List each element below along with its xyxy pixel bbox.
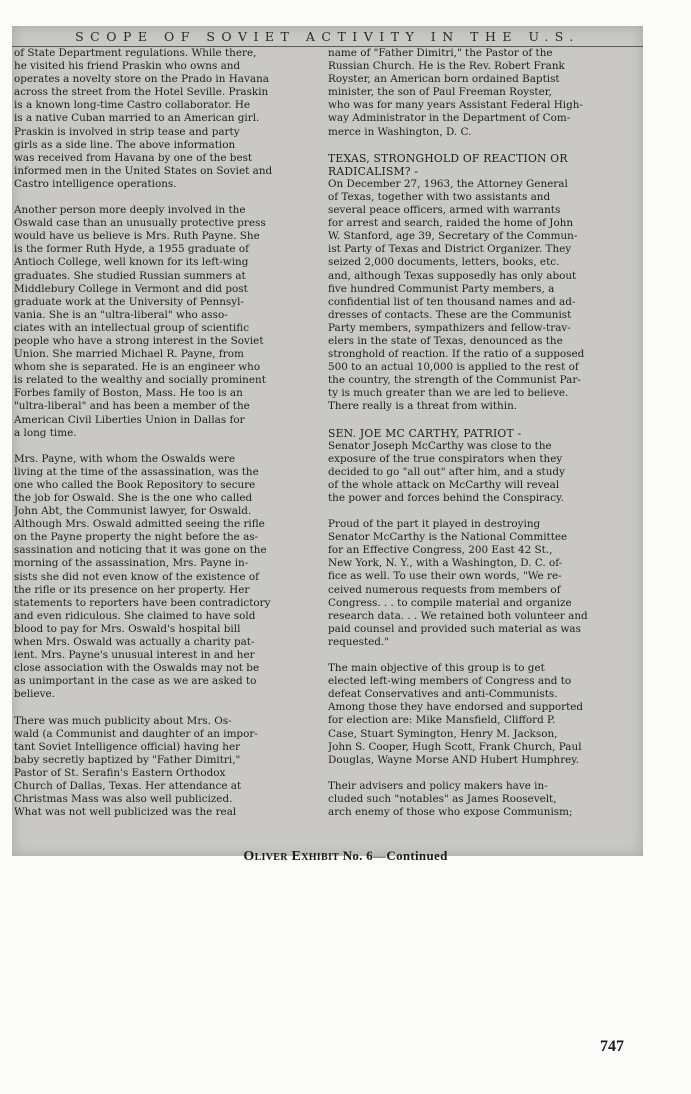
section-heading [328, 152, 630, 178]
text-line: New York, N. Y., with a Washington, D. C. of- [328, 557, 563, 570]
text-line: for arrest and search, raided the home of John [328, 217, 574, 230]
text-line: Pastor of St. Serafin's Eastern Orthodox [14, 766, 226, 779]
text-line: name of "Father Dimitri," the Pastor of the [328, 47, 553, 59]
text-line: a long time. [14, 426, 77, 439]
text-line: Douglas, Wayne Morse AND Hubert Humphrey. [328, 753, 580, 766]
text-line: of Texas, together with two assistants and [328, 190, 551, 203]
paragraph [328, 47, 630, 139]
text-line: was received from Havana by one of the best [14, 151, 253, 164]
page-number: 747 [600, 1038, 624, 1055]
text-line: seized 2,000 documents, letters, books, etc. [328, 256, 560, 269]
exhibit-number: No. 6—Continued [342, 848, 448, 863]
text-line: ist Party of Texas and District Organizer. They [328, 243, 572, 256]
text-line: who was for many years Assistant Federal High- [328, 99, 583, 112]
text-line: Middlebury College in Vermont and did post [14, 282, 248, 295]
text-line: Among those they have endorsed and supported [328, 701, 584, 714]
text-line: minister, the son of Paul Freeman Royster, [328, 86, 552, 99]
text-line: ceived numerous requests from members of [328, 583, 561, 596]
text-line: one who called the Book Repository to secure [14, 478, 256, 491]
text-line: baby secretly baptized by "Father Dimitri," [14, 753, 241, 766]
text-line: living at the time of the assassination, was the [14, 465, 259, 478]
text-line: John S. Cooper, Hugh Scott, Frank Church, Paul [328, 740, 582, 753]
text-line: as unimportant in the case as we are asked to [14, 675, 257, 688]
text-line: is a known long-time Castro collaborator. He [14, 99, 251, 112]
scanned-exhibit [12, 26, 643, 856]
text-line: informed men in the United States on Soviet and [14, 164, 273, 177]
paragraph [14, 453, 316, 702]
text-line: Party members, sympathizers and fellow-trav- [328, 321, 571, 334]
text-line: for election are: Mike Mansfield, Clifford P. [328, 714, 556, 727]
text-line: Oswald case than an unusually protective press [14, 217, 266, 230]
text-line: graduate work at the University of Pennsyl- [14, 295, 244, 308]
text-line: paid counsel and provided such material as was [328, 622, 581, 635]
text-line: across the street from the Hotel Seville. Praskin [14, 86, 269, 99]
paragraph [328, 518, 630, 649]
text-line: whom she is separated. He is an engineer who [14, 361, 261, 374]
text-line: for an Effective Congress, 200 East 42 St., [328, 544, 553, 557]
text-line: Mrs. Payne, with whom the Oswalds were [14, 452, 235, 465]
text-line: blood to pay for Mrs. Oswald's hospital bill [14, 622, 241, 635]
text-line: stronghold of reaction. If the ratio of a supposed [328, 348, 585, 361]
text-line: the power and forces behind the Conspiracy. [328, 492, 564, 504]
text-line: and, although Texas supposedly has only about [328, 269, 577, 282]
text-line: way Administrator in the Department of Com- [328, 112, 571, 125]
text-line: Antioch College, well known for its left-wing [14, 256, 249, 269]
text-line: is the former Ruth Hyde, a 1955 graduate of [14, 243, 249, 256]
text-line: defeat Conservatives and anti-Communists. [328, 688, 558, 701]
text-line: Congress. . . to compile material and organize [328, 596, 572, 609]
text-line: Forbes family of Boston, Mass. He too is an [14, 387, 243, 400]
text-line: girls as a side line. The above information [14, 138, 236, 151]
text-line: when Mrs. Oswald was actually a charity pat- [14, 636, 255, 649]
text-line: tant Soviet Intelligence official) having her [14, 740, 241, 753]
text-line: There really is a threat from within. [328, 400, 518, 413]
text-line: operates a novelty store on the Prado in Havana [14, 73, 269, 86]
text-line: Case, Stuart Symington, Henry M. Jackson, [328, 727, 558, 740]
text-line: exposure of the true conspirators when they [328, 452, 563, 465]
text-line: the job for Oswald. She is the one who called [14, 492, 253, 504]
text-line: The main objective of this group is to get [328, 662, 545, 675]
paragraph [328, 178, 630, 414]
paragraph [14, 47, 316, 191]
text-line: John Abt, the Communist lawyer, for Oswald. [14, 505, 252, 518]
left-column [14, 47, 316, 832]
text-line: of State Department regulations. While there, [14, 47, 257, 59]
text-line: Christmas Mass was also well publicized. [14, 793, 233, 806]
text-line: close association with the Oswalds may not be [14, 662, 260, 675]
text-line: merce in Washington, D. C. [328, 125, 472, 138]
text-line: Church of Dallas, Texas. Her attendance at [14, 779, 242, 792]
text-line: morning of the assassination, Mrs. Payne in- [14, 557, 249, 570]
section-heading-line: RADICALISM? - [328, 164, 419, 178]
text-line: Russian Church. He is the Rev. Robert Frank [328, 60, 565, 73]
text-line: elers in the state of Texas, denounced as the [328, 334, 563, 347]
text-line: of the whole attack on McCarthy will reveal [328, 478, 560, 491]
text-line: ient. Mrs. Payne's unusual interest in and her [14, 649, 255, 662]
text-line: confidential list of ten thousand names and ad- [328, 295, 576, 308]
text-line: "ultra-liberal" and has been a member of the [14, 400, 250, 413]
section-heading-text: SEN. JOE MC CARTHY, PATRIOT - [328, 426, 522, 440]
text-line: five hundred Communist Party members, a [328, 282, 555, 295]
text-line: Senator McCarthy is the National Committee [328, 531, 568, 544]
text-line: the country, the strength of the Communist Par- [328, 374, 581, 387]
text-line: statements to reporters have been contradictory [14, 596, 271, 609]
exhibit-label: Oliver Exhibit [243, 849, 340, 864]
text-line: W. Stanford, age 39, Secretary of the Commun- [328, 230, 578, 243]
text-line: research data. . . We retained both volunteer and [328, 609, 588, 622]
text-line: is related to the wealthy and socially prominent [14, 374, 266, 387]
text-line: Praskin is involved in strip tease and party [14, 125, 240, 138]
text-line: and even ridiculous. She claimed to have sold [14, 609, 256, 622]
text-line: graduates. She studied Russian summers at [14, 269, 246, 282]
right-column [328, 47, 630, 832]
text-line: decided to go "all out" after him, and a study [328, 465, 565, 478]
text-line: American Civil Liberties Union in Dallas for [14, 413, 245, 426]
text-line: vania. She is an "ultra-liberal" who asso- [14, 308, 228, 321]
text-line: 500 to an actual 10,000 is applied to the rest of [328, 361, 579, 374]
text-line: fice as well. To use their own words, "We re- [328, 570, 562, 583]
text-line: What was not well publicized was the real [14, 806, 237, 819]
paragraph [14, 204, 316, 440]
paragraph [328, 662, 630, 767]
text-line: arch enemy of those who expose Communism; [328, 805, 573, 818]
text-line: is a native Cuban married to an American girl. [14, 112, 260, 125]
text-line: sassination and noticing that it was gone on the [14, 544, 267, 557]
text-line: Their advisers and policy makers have in- [328, 779, 548, 792]
running-header: SCOPE OF SOVIET ACTIVITY IN THE U.S. [75, 29, 580, 44]
paragraph [328, 780, 630, 819]
text-line: elected left-wing members of Congress and to [328, 675, 572, 688]
text-line: ciates with an intellectual group of scientific [14, 321, 250, 334]
paragraph [14, 715, 316, 820]
text-line: wald (a Communist and daughter of an impor- [14, 727, 258, 740]
text-line: ty is much greater than we are led to believe. [328, 387, 569, 400]
text-line: Castro intelligence operations. [14, 177, 177, 190]
text-line: several peace officers, armed with warrants [328, 204, 561, 217]
text-line: On December 27, 1963, the Attorney General [328, 177, 568, 190]
text-line: Another person more deeply involved in the [14, 204, 246, 217]
text-line: requested." [328, 635, 389, 648]
section-heading [328, 427, 630, 440]
text-line: Union. She married Michael R. Payne, from [14, 348, 244, 361]
text-line: he visited his friend Praskin who owns and [14, 60, 241, 73]
exhibit-caption [0, 848, 691, 865]
text-line: on the Payne property the night before the as- [14, 531, 259, 544]
text-line: would have us believe is Mrs. Ruth Payne. She [14, 230, 260, 243]
text-line: There was much publicity about Mrs. Os- [14, 714, 232, 727]
text-line: believe. [14, 688, 55, 701]
text-line: the rifle or its presence on her property. Her [14, 583, 250, 596]
paragraph [328, 440, 630, 505]
text-line: Royster, an American born ordained Baptist [328, 73, 560, 86]
text-line: Proud of the part it played in destroying [328, 518, 541, 531]
text-line: Although Mrs. Oswald admitted seeing the rifle [14, 518, 265, 531]
text-line: Senator Joseph McCarthy was close to the [328, 439, 552, 452]
text-line: people who have a strong interest in the Soviet [14, 334, 264, 347]
section-heading-line: TEXAS, STRONGHOLD OF REACTION OR [328, 151, 568, 165]
text-line: sists she did not even know of the existence of [14, 570, 260, 583]
text-line: dresses of contacts. These are the Communist [328, 308, 572, 321]
text-line: cluded such "notables" as James Roosevelt, [328, 792, 557, 805]
